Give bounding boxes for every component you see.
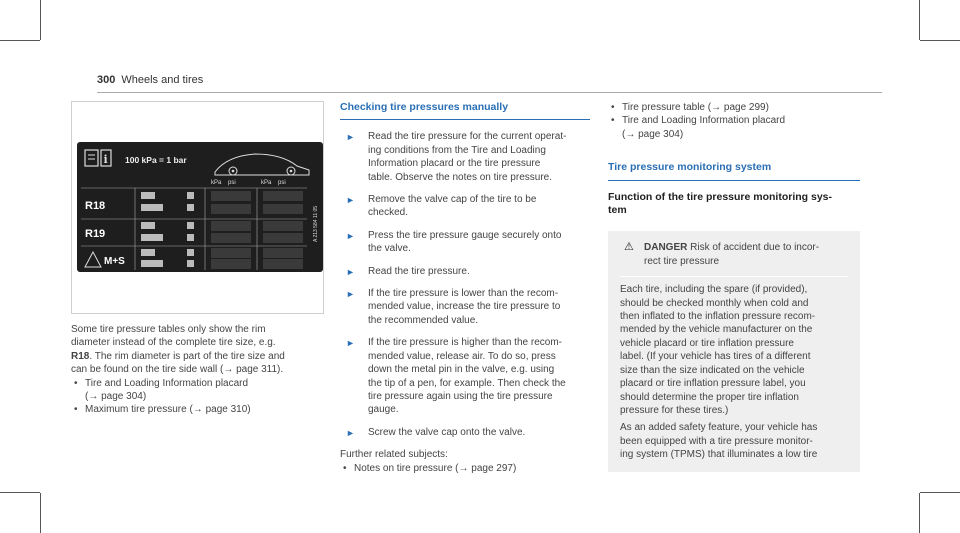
- placard-part-number: A 213 584 11 05: [313, 205, 319, 242]
- text-line: Read the tire pressure for the current operat-: [368, 131, 567, 143]
- crop-mark: [920, 492, 960, 493]
- text-line: mended value, increase the tire pressure to: [368, 301, 561, 313]
- text-line: diameter instead of the complete tire size, e.g.: [71, 337, 276, 349]
- text-line: the tip of a pen, for example. Then check the: [368, 377, 566, 389]
- crop-mark: [919, 493, 920, 533]
- page-ref: (→ page 304): [85, 391, 147, 403]
- car-icon: [215, 154, 309, 175]
- step-arrow-icon: ►: [346, 195, 355, 206]
- list-item[interactable]: [608, 101, 860, 114]
- text-line: Risk of accident due to incor-: [690, 242, 820, 254]
- page-header: [97, 74, 203, 86]
- text-line: can be found on the tire side wall (→ page 311).: [71, 364, 284, 376]
- text-line: Function of the tire pressure monitoring sys-: [608, 190, 833, 203]
- text-line: If the tire pressure is higher than the recom-: [368, 337, 562, 349]
- danger-label: DANGER: [644, 242, 688, 254]
- manual-info-icon: [85, 150, 111, 166]
- further-subjects: Further related subjects:: [340, 449, 448, 461]
- text-line: Notes on tire pressure (→ page 297): [354, 462, 517, 474]
- text-line: size than the size indicated on the vehicle: [620, 364, 805, 376]
- danger-body: [620, 276, 848, 461]
- crop-mark: [40, 493, 41, 533]
- column-right: [608, 101, 860, 472]
- step-arrow-icon: ►: [346, 266, 355, 277]
- text-line: mended value, release air. To do so, press: [368, 350, 556, 362]
- column-left: [71, 323, 327, 417]
- crop-mark: [920, 40, 960, 41]
- rim-example: R18: [71, 350, 90, 362]
- step-arrow-icon: ►: [346, 289, 355, 300]
- subsection-title: [608, 191, 860, 218]
- intro-paragraph: [71, 323, 327, 377]
- text-line: the valve.: [368, 243, 411, 255]
- placard-graphic: [77, 142, 323, 272]
- text-line: ing system (TPMS) that illuminates a low tire: [620, 449, 818, 461]
- text-line: Read the tire pressure.: [368, 265, 470, 277]
- danger-box: [608, 231, 860, 471]
- list-item[interactable]: [71, 403, 327, 416]
- text-line: placard or tire inflation pressure label, you: [620, 378, 806, 390]
- section-title: Tire pressure monitoring system: [608, 161, 860, 180]
- text-line: . The rim diameter is part of the tire size and: [89, 350, 285, 362]
- step-item: [340, 229, 590, 256]
- row-label-ms: M+S: [104, 256, 125, 267]
- text-line: gauge.: [368, 404, 399, 416]
- text-line: Press the tire pressure gauge securely onto: [368, 229, 562, 241]
- text-line: Screw the valve cap onto the valve.: [368, 426, 526, 438]
- list-item[interactable]: [340, 462, 590, 475]
- row-label-r18: R18: [85, 200, 106, 212]
- unit-kpa-right: kPa: [261, 180, 272, 186]
- step-arrow-icon: ►: [346, 230, 355, 241]
- text-line: down the metal pin in the valve, e.g. using: [368, 364, 555, 376]
- section-name: Wheels and tires: [121, 74, 204, 86]
- text-line: the recommended value.: [368, 314, 479, 326]
- text-line: should be checked monthly when cold and: [620, 297, 809, 309]
- step-item: [340, 193, 590, 220]
- page-ref: (→ page 304): [622, 128, 684, 140]
- unit-kpa-left: kPa: [211, 180, 222, 186]
- text-line: If the tire pressure is lower than the recom-: [368, 288, 559, 300]
- column-middle: [340, 101, 590, 475]
- tire-placard-figure: [71, 101, 324, 314]
- text-line: been equipped with a tire pressure monitor-: [620, 435, 813, 447]
- section-title: Checking tire pressures manually: [340, 101, 590, 120]
- text-line: tem: [608, 204, 627, 217]
- danger-paragraph: [620, 421, 848, 461]
- pressure-unit-label: 100 kPa = 1 bar: [125, 155, 187, 165]
- tire-pressure-placard: [77, 142, 323, 272]
- step-item: [340, 265, 590, 278]
- step-item: [340, 287, 590, 327]
- text-line: Maximum tire pressure (→ page 310): [85, 404, 251, 416]
- header-divider: [97, 92, 882, 93]
- step-list: [340, 130, 590, 439]
- text-line: rect tire pressure: [644, 255, 720, 267]
- text-line: mended by the vehicle manufacturer on the: [620, 324, 813, 336]
- snowflake-mountain-icon: [85, 252, 101, 267]
- text-line: should determine the proper tire inflation: [620, 391, 799, 403]
- crop-mark: [40, 0, 41, 40]
- step-arrow-icon: ►: [346, 338, 355, 349]
- text-line: pressure for these tires.): [620, 404, 729, 416]
- svg-text:i: i: [103, 153, 108, 166]
- text-line: ing conditions from the Tire and Loading: [368, 144, 546, 156]
- text-line: table. Observe the notes on tire pressure.: [368, 171, 552, 183]
- load-icons: [141, 192, 194, 267]
- row-label-r19: R19: [85, 228, 106, 240]
- crop-mark: [0, 40, 40, 41]
- unit-psi-left: psi: [228, 180, 236, 186]
- text-line: Information placard or the tire pressure: [368, 158, 541, 170]
- unit-psi-right: psi: [278, 180, 286, 186]
- text-line: Remove the valve cap of the tire to be: [368, 194, 537, 206]
- text-line: Tire pressure table (→ page 299): [622, 102, 769, 113]
- step-item: [340, 130, 590, 184]
- crop-mark: [0, 492, 40, 493]
- list-item[interactable]: [71, 377, 327, 404]
- step-item: [340, 336, 590, 416]
- text-line: Each tire, including the spare (if provided),: [620, 284, 808, 296]
- text-line: label. (If your vehicle has tires of a different: [620, 351, 811, 363]
- text-line: checked.: [368, 207, 409, 219]
- step-item: [340, 426, 590, 439]
- crop-mark: [919, 0, 920, 40]
- step-arrow-icon: ►: [346, 427, 355, 438]
- text-line: then inflated to the inflation pressure recom-: [620, 311, 816, 323]
- danger-header: [620, 241, 848, 268]
- page-number: 300: [97, 74, 116, 86]
- warning-triangle-icon: ⚠: [624, 241, 634, 254]
- text-line: As an added safety feature, your vehicle has: [620, 422, 818, 434]
- danger-paragraph: [620, 283, 848, 417]
- text-line: Some tire pressure tables only show the rim: [71, 324, 266, 335]
- text-line: Tire and Loading Information placard: [622, 115, 786, 127]
- text-line: tire pressure again using the tire pressure: [368, 390, 553, 402]
- text-line: vehicle placard or tire inflation pressure: [620, 337, 794, 349]
- step-arrow-icon: ►: [346, 132, 355, 143]
- text-line: Tire and Loading Information placard: [85, 377, 249, 389]
- list-item[interactable]: [608, 114, 860, 141]
